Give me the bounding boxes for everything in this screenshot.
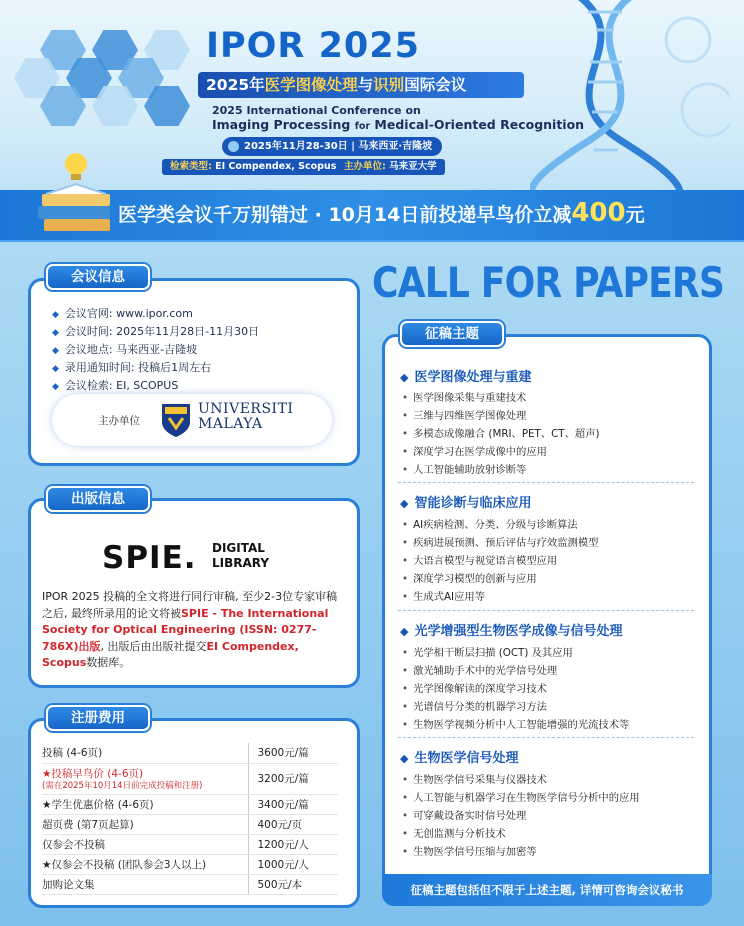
topic-item: • 医学图像采集与重建技术 bbox=[402, 389, 526, 404]
info-website: ◆ 会议官网: www.ipor.com bbox=[52, 305, 193, 321]
topic-item: • 深度学习模型的创新与应用 bbox=[402, 570, 537, 585]
fee-table bbox=[42, 743, 338, 895]
spie-logo: SPIE. bbox=[102, 540, 197, 576]
index-type-pill: 检索类型: EI Compendex, Scopus bbox=[162, 159, 344, 175]
fees-tab: 注册费用 bbox=[46, 705, 150, 731]
table-row: 超页费 (第7页起算) 400元/页 bbox=[42, 814, 338, 834]
host-label: 主办单位 bbox=[98, 415, 140, 427]
topic-item: • 光谱信号分类的机器学习方法 bbox=[402, 698, 547, 713]
topic-item: • 生成式AI应用等 bbox=[402, 588, 485, 603]
spie-digital-library-text: DIGITAL LIBRARY bbox=[212, 541, 270, 570]
chinese-title: 2025年医学图像处理与识别国际会议 bbox=[198, 72, 524, 98]
english-title-line2: Imaging Processing for Medical-Oriented Recognition bbox=[212, 117, 585, 132]
topic-item: • 疾病进展预测、预后评估与疗效监测模型 bbox=[402, 534, 598, 549]
topic-item: • 无创监测与分析技术 bbox=[402, 825, 506, 840]
topic-item: • 多模态成像融合 (MRI、PET、CT、超声) bbox=[402, 425, 600, 440]
call-for-papers-heading: CALL FOR PAPERS bbox=[372, 258, 725, 307]
section-divider bbox=[398, 610, 694, 611]
university-crest-icon bbox=[160, 402, 192, 438]
section-divider bbox=[398, 737, 694, 738]
books-lightbulb-icon bbox=[36, 150, 116, 240]
topic-item: • 激光辅助手术中的光学信号处理 bbox=[402, 662, 557, 677]
banner-text: 医学类会议千万别错过 · 10月14日前投递早鸟价立减400元 bbox=[118, 198, 645, 228]
english-title-line1: 2025 International Conference on bbox=[212, 104, 421, 117]
topics-footer-note: 征稿主题包括但不限于上述主题, 详情可咨询会议秘书 bbox=[382, 874, 712, 906]
info-date: ◆ 会议时间: 2025年11月28日-11月30日 bbox=[52, 323, 259, 339]
section-title: ◆ 生物医学信号处理 bbox=[400, 747, 518, 766]
topic-item: • 人工智能与机器学习在生物医学信号分析中的应用 bbox=[402, 789, 640, 804]
topic-item: • 生物医学信号压缩与加密等 bbox=[402, 843, 537, 858]
topic-item: • 人工智能辅助放射诊断等 bbox=[402, 461, 526, 476]
topic-item: • 光学图像解读的深度学习技术 bbox=[402, 680, 547, 695]
topic-item: • 生物医学视频分析中人工智能增强的光流技术等 bbox=[402, 716, 629, 731]
host-pill: 主办单位: 马来亚大学 bbox=[336, 159, 445, 175]
publication-description: IPOR 2025 投稿的全文将进行同行审稿, 至少2-3位专家审稿之后, 最终所录用的论文将被SPIE - The International Society for Optical Engineering (ISSN: 0277-786X)出版, 出版后由出版社提交EI Compendex, Scopus数据库。 bbox=[42, 590, 338, 669]
section-divider bbox=[398, 482, 694, 483]
logo-title: IPOR 2025 bbox=[206, 26, 420, 66]
section-title: ◆ 光学增强型生物医学成像与信号处理 bbox=[400, 620, 622, 639]
table-row: ★投稿早鸟价 (4-6页) (需在2025年10月14日前完成投稿和注册) 3200元/篇 bbox=[42, 763, 338, 794]
topic-item: • 光学相干断层扫描 (OCT) 及其应用 bbox=[402, 644, 573, 659]
topic-item: • 大语言模型与视觉语言模型应用 bbox=[402, 552, 557, 567]
info-indexing: ◆ 会议检索: EI, SCOPUS bbox=[52, 377, 178, 393]
table-row: 仅参会不投稿 1200元/人 bbox=[42, 834, 338, 854]
topic-item: • 可穿戴设备实时信号处理 bbox=[402, 807, 526, 822]
table-row: ★仅参会不投稿 (团队参会3人以上) 1000元/人 bbox=[42, 854, 338, 874]
topic-item: • 三维与四维医学图像处理 bbox=[402, 407, 526, 422]
topics-tab: 征稿主题 bbox=[400, 321, 504, 347]
table-row: 加购论文集 500元/本 bbox=[42, 874, 338, 894]
section-title: ◆ 医学图像处理与重建 bbox=[400, 366, 531, 385]
publication-tab: 出版信息 bbox=[46, 486, 150, 512]
topic-item: • AI疾病检测、分类、分级与诊断算法 bbox=[402, 516, 578, 531]
date-location-pill: 2025年11月28-30日 | 马来西亚·吉隆坡 bbox=[222, 137, 442, 156]
section-title: ◆ 智能诊断与临床应用 bbox=[400, 492, 531, 511]
table-row: ★学生优惠价格 (4-6页) 3400元/篇 bbox=[42, 794, 338, 814]
university-logo-text: UNIVERSITI MALAYA bbox=[198, 401, 294, 432]
table-row: 投稿 (4-6页) 3600元/篇 bbox=[42, 743, 338, 763]
info-location: ◆ 会议地点: 马来西亚-吉隆坡 bbox=[52, 341, 197, 357]
conference-info-tab: 会议信息 bbox=[46, 264, 150, 290]
topic-item: • 生物医学信号采集与仪器技术 bbox=[402, 771, 547, 786]
host-logo-box bbox=[52, 394, 332, 446]
dna-helix-icon bbox=[530, 0, 730, 190]
topic-item: • 深度学习在医学成像中的应用 bbox=[402, 443, 547, 458]
info-notification: ◆ 录用通知时间: 投稿后1周左右 bbox=[52, 359, 211, 375]
